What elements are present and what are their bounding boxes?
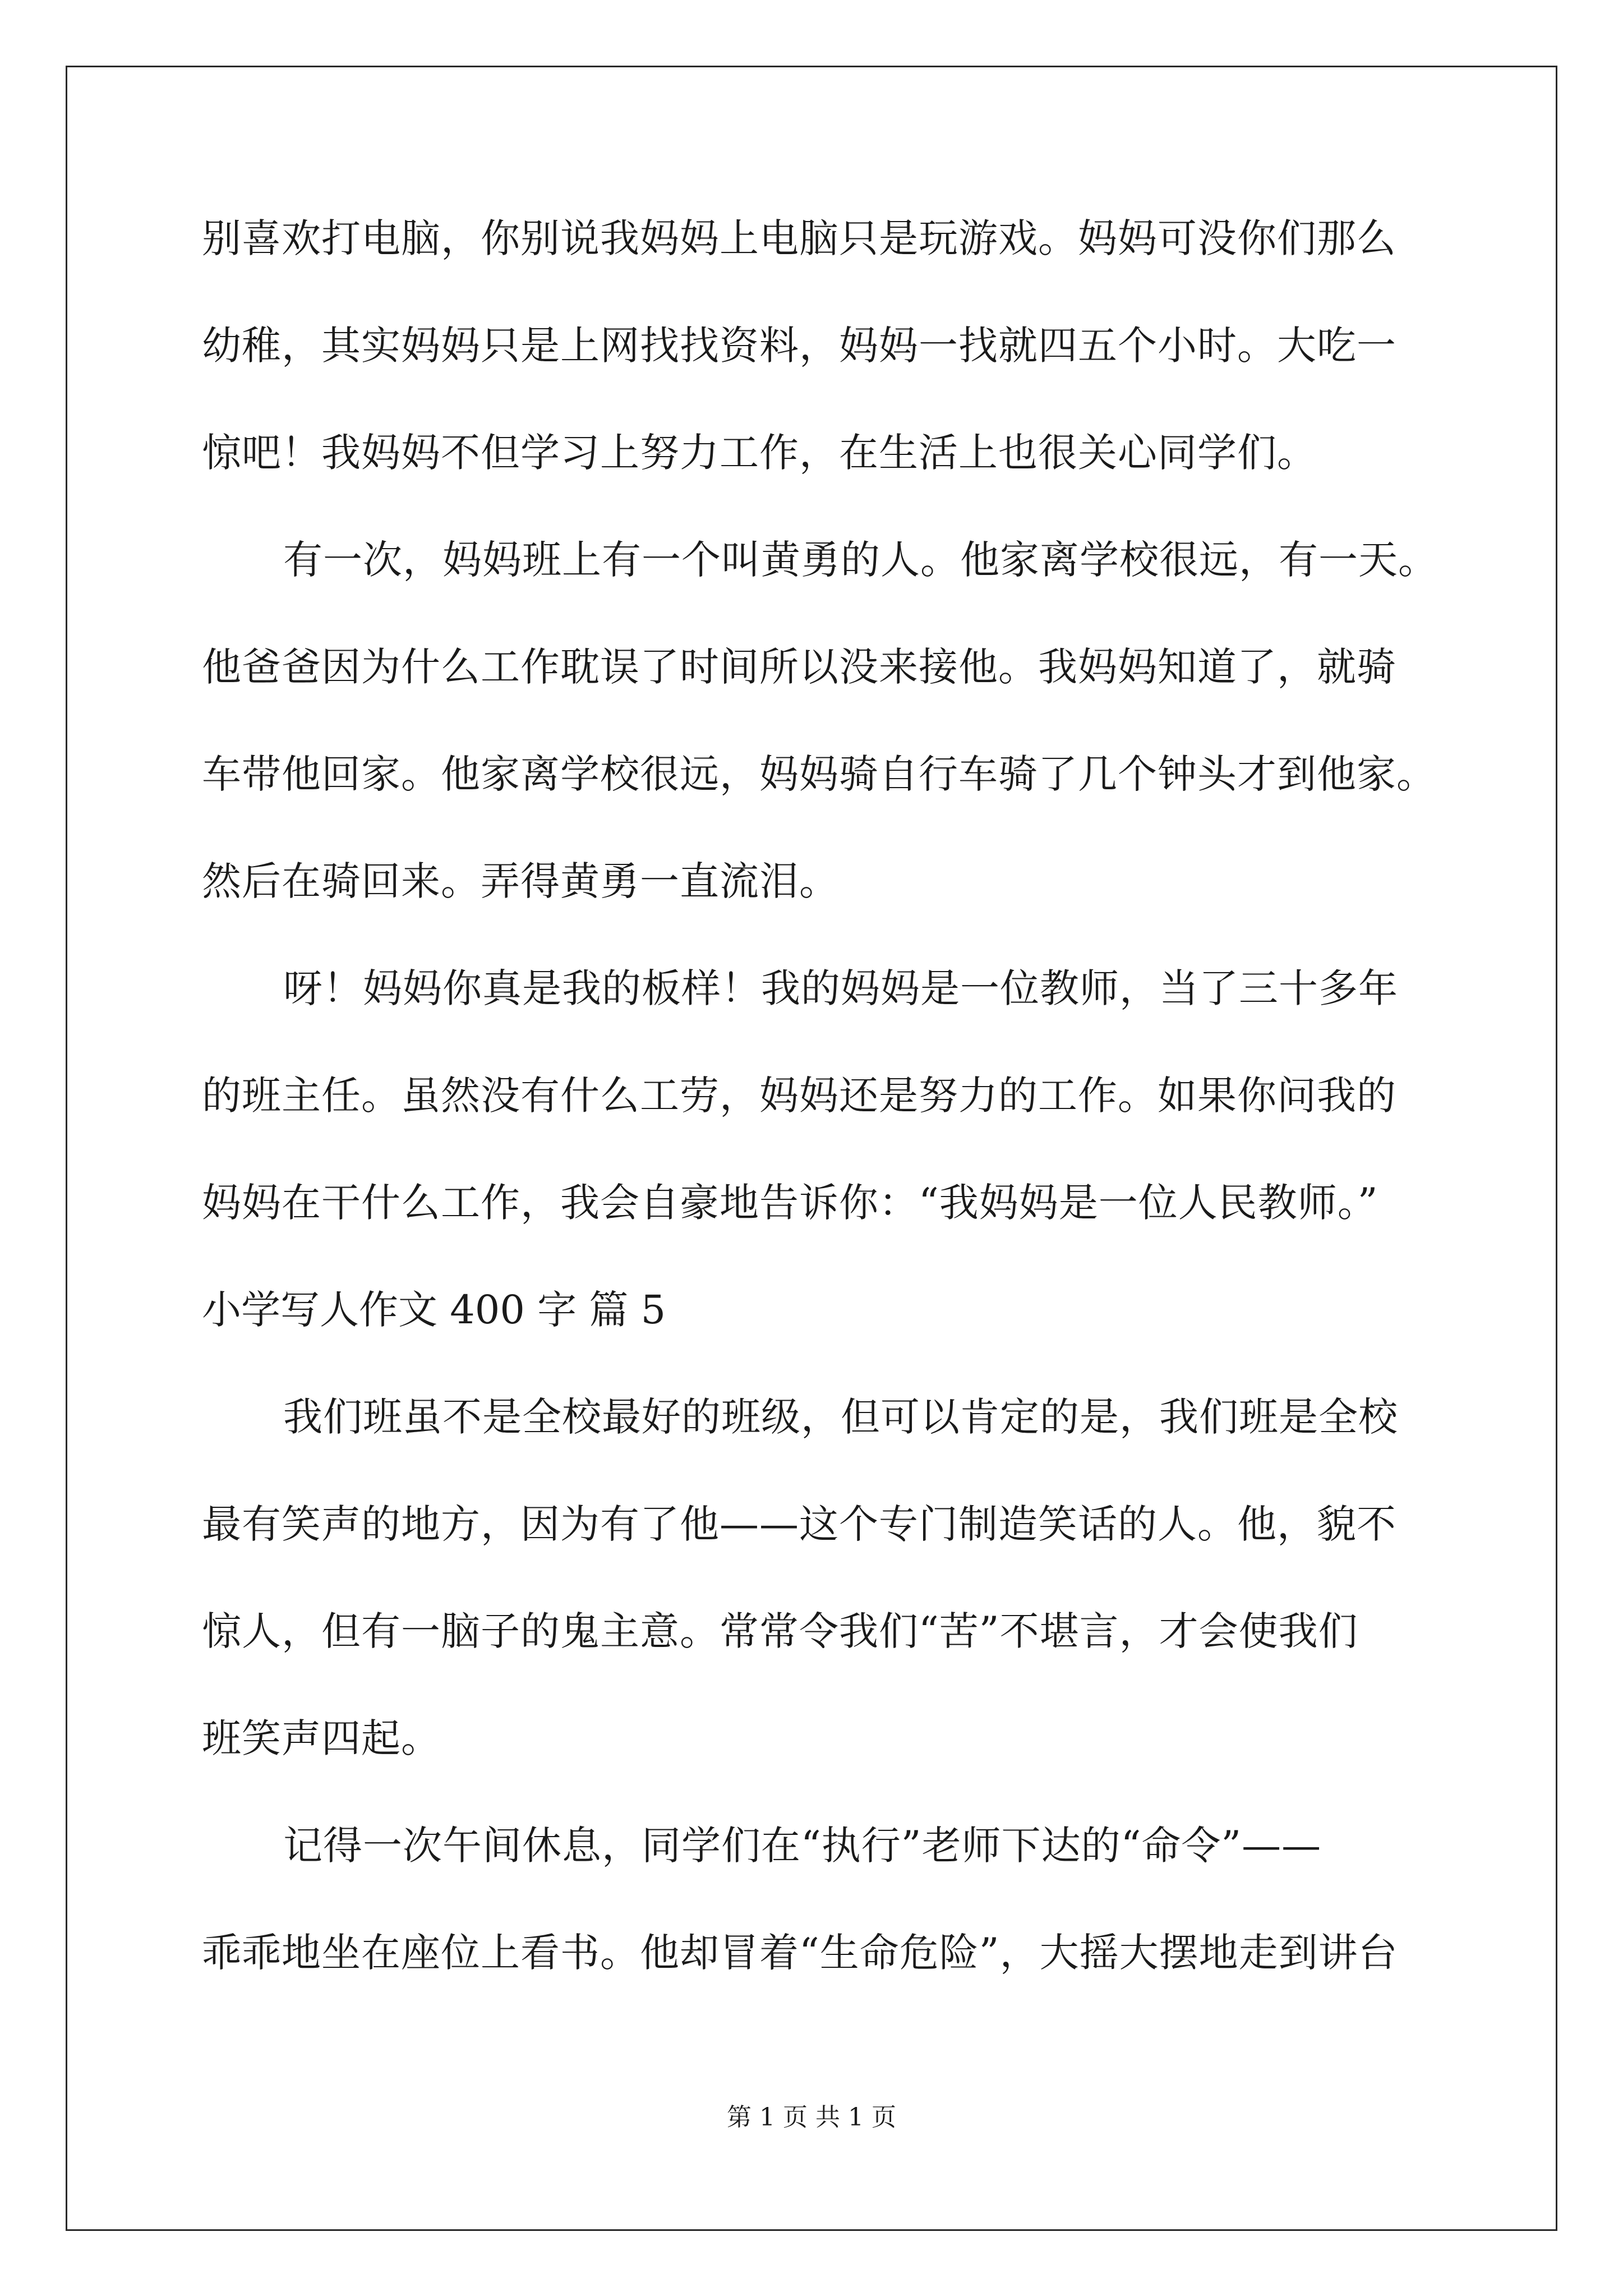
text-line: 他爸爸因为什么工作耽误了时间所以没来接他。我妈妈知道了，就骑 — [202, 644, 1396, 690]
text-line: 别喜欢打电脑，你别说我妈妈上电脑只是玩游戏。妈妈可没你们那么 — [202, 215, 1396, 261]
page-number-footer: 第 1 页 共 1 页 — [727, 2103, 896, 2132]
text-line: 最有笑声的地方，因为有了他——这个专门制造笑话的人。他，貌不 — [202, 1501, 1396, 1547]
text-line: 幼稚，其实妈妈只是上网找找资料，妈妈一找就四五个小时。大吃一 — [202, 323, 1396, 369]
text-line: 的班主任。虽然没有什么工劳，妈妈还是努力的工作。如果你问我的 — [202, 1073, 1396, 1119]
text-line: 然后在骑回来。弄得黄勇一直流泪。 — [202, 858, 839, 904]
paragraph-start-line: 呀！妈妈你真是我的板样！我的妈妈是一位教师，当了三十多年 — [283, 965, 1398, 1011]
document-body — [202, 213, 1438, 2035]
text-line: 乖乖地坐在座位上看书。他却冒着“生命危险”，大摇大摆地走到讲台 — [202, 1930, 1398, 1976]
text-line: 车带他回家。他家离学校很远，妈妈骑自行车骑了几个钟头才到他家。 — [202, 751, 1436, 797]
text-line: 惊吧！我妈妈不但学习上努力工作，在生活上也很关心同学们。 — [202, 430, 1317, 476]
section-heading: 小学写人作文 400 字 篇 5 — [202, 1287, 666, 1333]
paragraph-start-line: 记得一次午间休息，同学们在“执行”老师下达的“命令”—— — [283, 1823, 1322, 1869]
text-line: 惊人，但有一脑子的鬼主意。常常令我们“苦”不堪言，才会使我们 — [202, 1608, 1358, 1654]
text-line: 妈妈在干什么工作，我会自豪地告诉你：“我妈妈是一位人民教师。” — [202, 1180, 1378, 1226]
paragraph-start-line: 我们班虽不是全校最好的班级，但可以肯定的是，我们班是全校 — [283, 1394, 1398, 1440]
text-line: 班笑声四起。 — [202, 1715, 441, 1761]
paragraph-start-line: 有一次，妈妈班上有一个叫黄勇的人。他家离学校很远，有一天。 — [283, 537, 1438, 583]
